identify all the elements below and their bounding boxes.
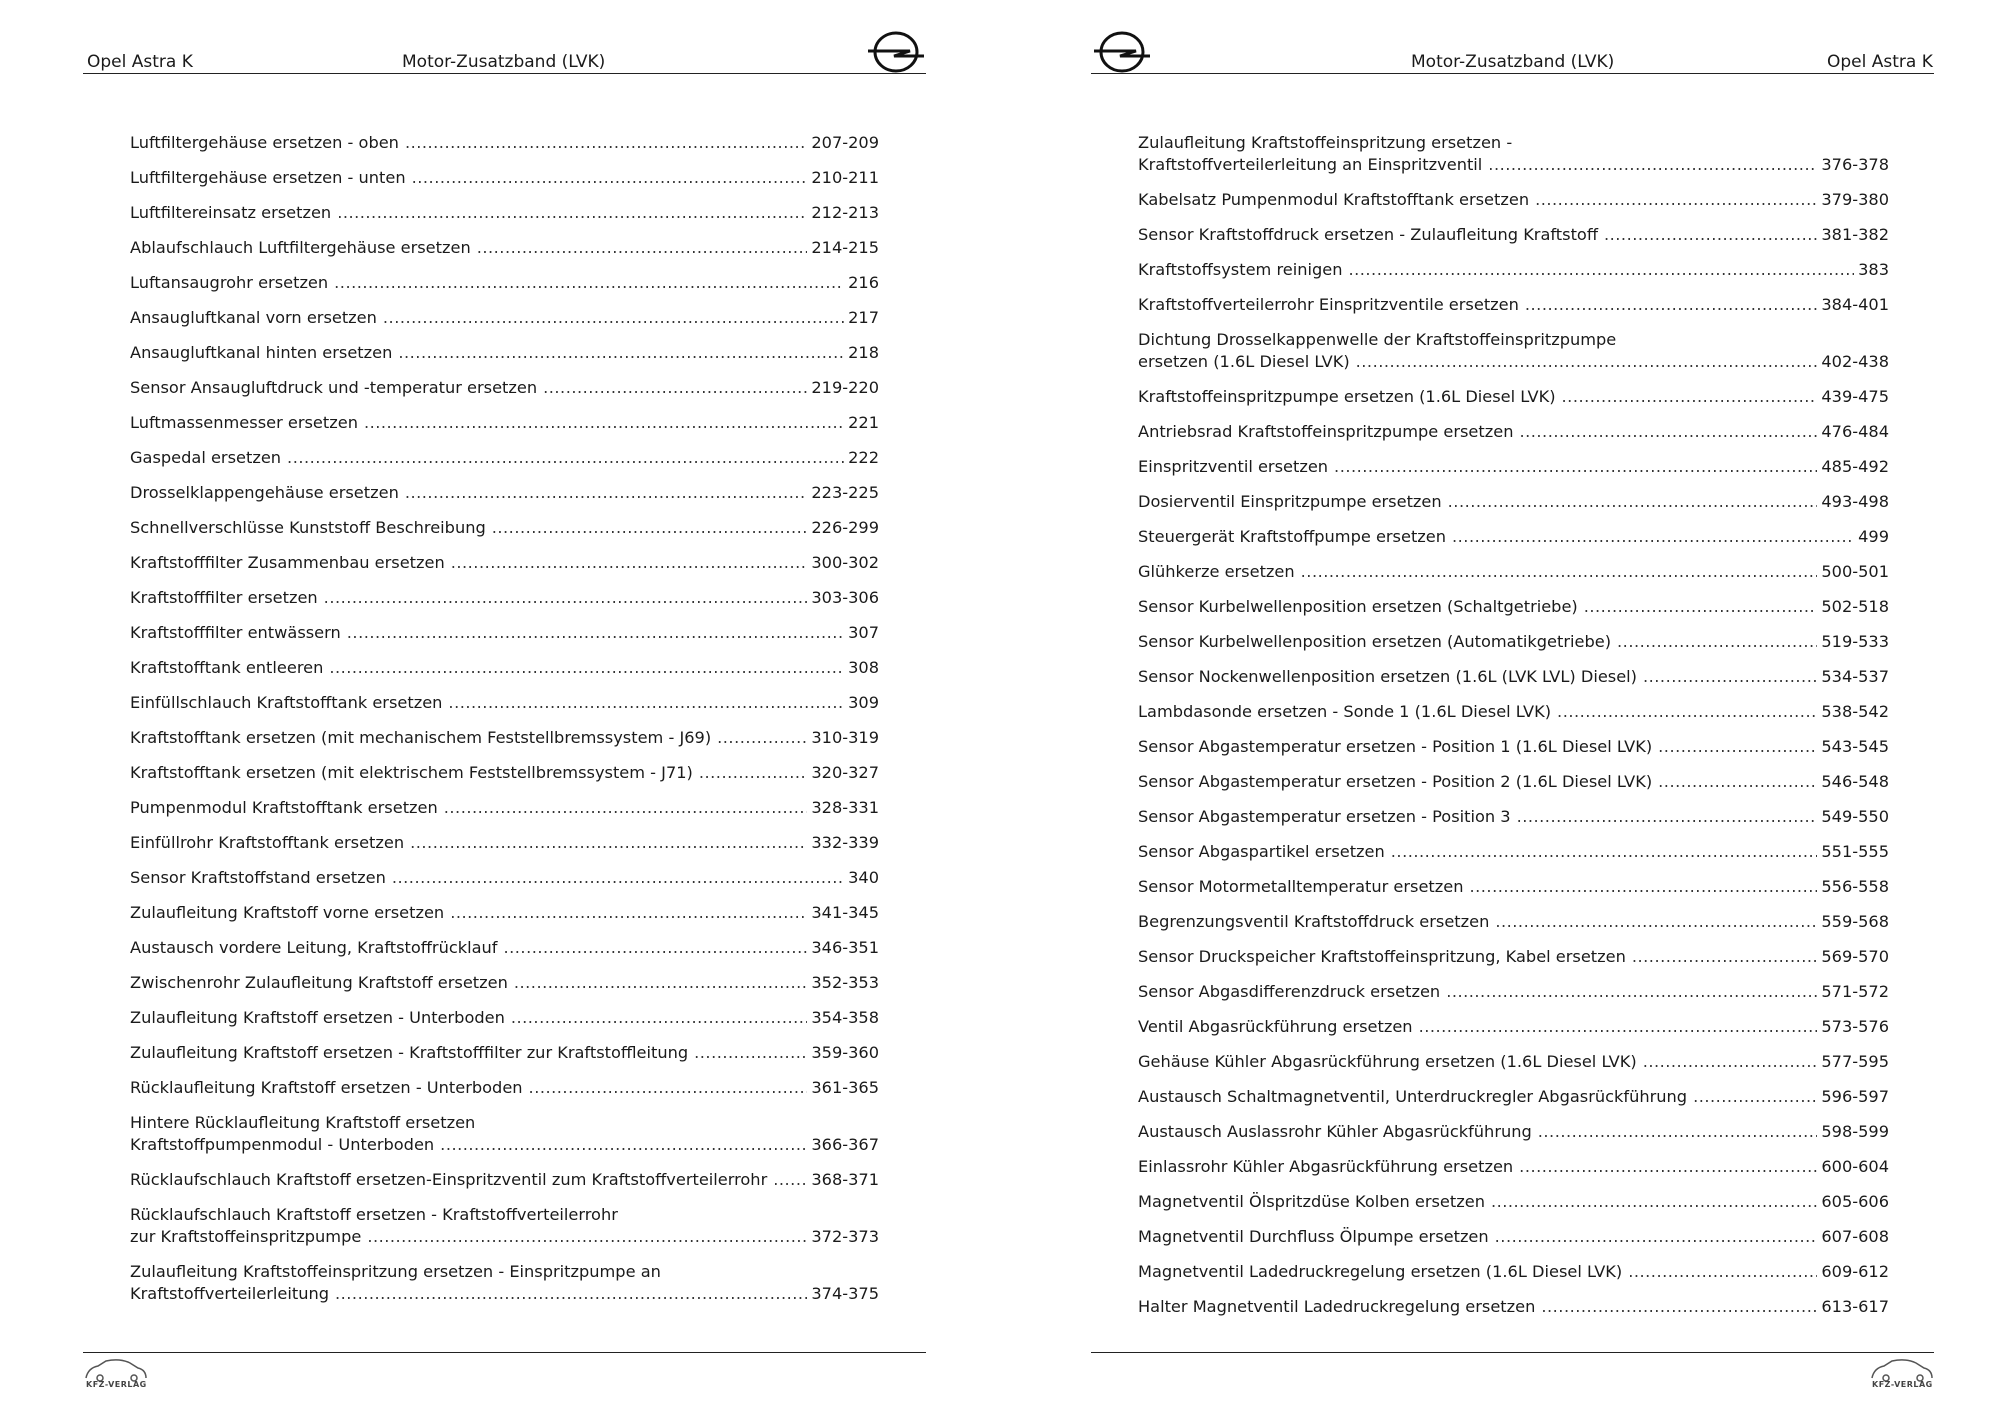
toc-leader-dots xyxy=(444,797,808,819)
toc-entry xyxy=(1138,259,1889,281)
toc-entry xyxy=(1138,224,1889,246)
toc-leader-dots xyxy=(1584,596,1818,618)
toc-leader-dots xyxy=(1356,351,1818,373)
toc-leader-dots xyxy=(717,727,807,749)
toc-page-number: 476-484 xyxy=(1821,422,1889,441)
toc-page-number: 359-360 xyxy=(811,1043,879,1062)
toc-entry xyxy=(130,412,879,434)
toc-entry-title: zur Kraftstoffeinspritzpumpe xyxy=(130,1227,362,1246)
toc-leader-dots xyxy=(347,622,844,644)
toc-leader-dots xyxy=(1517,806,1818,828)
toc-entry xyxy=(130,1204,879,1248)
toc-leader-dots xyxy=(1525,294,1817,316)
toc-leader-dots xyxy=(405,482,808,504)
toc-entry-title: Luftfiltereinsatz ersetzen xyxy=(130,203,332,222)
toc-leader-dots xyxy=(1519,1156,1817,1178)
toc-entry xyxy=(130,377,879,399)
footer-logo-text: KFZ-VERLAG xyxy=(86,1380,147,1389)
toc-page-number: 217 xyxy=(848,308,879,327)
toc-entry-title: Einfüllschlauch Kraftstofftank ersetzen xyxy=(130,693,443,712)
toc-entry xyxy=(130,167,879,189)
toc-entry xyxy=(130,1077,879,1099)
toc-entry xyxy=(1138,876,1889,898)
toc-page-number: 340 xyxy=(848,868,879,887)
toc-page-number: 341-345 xyxy=(811,903,879,922)
toc-entry-title: Kraftstofffilter entwässern xyxy=(130,623,341,642)
toc-leader-dots xyxy=(1348,259,1854,281)
toc-page-number: 216 xyxy=(848,273,879,292)
toc-page-number: 534-537 xyxy=(1821,667,1889,686)
toc-entry-title: Gaspedal ersetzen xyxy=(130,448,282,467)
toc-leader-dots xyxy=(514,972,807,994)
toc-leader-dots xyxy=(392,867,844,889)
toc-entry-title: Kraftstoffeinspritzpumpe ersetzen (1.6L Diesel LVK) xyxy=(1138,387,1556,406)
toc-entry-title: Begrenzungsventil Kraftstoffdruck ersetzen xyxy=(1138,912,1490,931)
toc-entry xyxy=(1138,132,1889,176)
toc-page-number: 571-572 xyxy=(1821,982,1889,1001)
toc-entry-title: Magnetventil Ladedruckregelung ersetzen (1.6L Diesel LVK) xyxy=(1138,1262,1623,1281)
toc-entry-title: Zwischenrohr Zulaufleitung Kraftstoff ersetzen xyxy=(130,973,508,992)
toc-leader-dots xyxy=(337,202,807,224)
toc-entry xyxy=(1138,911,1889,933)
toc-entry xyxy=(130,937,879,959)
toc-leader-dots xyxy=(492,517,808,539)
toc-leader-dots xyxy=(1419,1016,1818,1038)
toc-entry-title: Kabelsatz Pumpenmodul Kraftstofftank ersetzen xyxy=(1138,190,1530,209)
header-subtitle-right: Motor-Zusatzband (LVK) xyxy=(1411,52,1615,72)
toc-page-number: 598-599 xyxy=(1821,1122,1889,1141)
toc-page-number: 402-438 xyxy=(1821,352,1889,371)
toc-leader-dots xyxy=(1632,946,1817,968)
toc-leader-dots xyxy=(699,762,808,784)
right-page xyxy=(1000,0,2000,1413)
toc-leader-dots xyxy=(1557,701,1817,723)
toc-leader-dots xyxy=(1301,561,1818,583)
toc-entry xyxy=(130,272,879,294)
toc-page-number: 549-550 xyxy=(1821,807,1889,826)
toc-entry xyxy=(130,342,879,364)
toc-entry-title: Pumpenmodul Kraftstofftank ersetzen xyxy=(130,798,438,817)
toc-entry xyxy=(130,482,879,504)
toc-page-number: 502-518 xyxy=(1821,597,1889,616)
toc-page-number: 559-568 xyxy=(1821,912,1889,931)
toc-entry xyxy=(130,657,879,679)
toc-entry xyxy=(130,202,879,224)
toc-entry-title: Einspritzventil ersetzen xyxy=(1138,457,1329,476)
toc-entry-title: Sensor Abgasdifferenzdruck ersetzen xyxy=(1138,982,1441,1001)
toc-entry-title: Antriebsrad Kraftstoffeinspritzpumpe ersetzen xyxy=(1138,422,1514,441)
toc-page-number: 212-213 xyxy=(811,203,879,222)
toc-entry-title: Sensor Kurbelwellenposition ersetzen (Automatikgetriebe) xyxy=(1138,632,1612,651)
toc-entry xyxy=(1138,526,1889,548)
toc-entry xyxy=(1138,329,1889,373)
toc-page-number: 573-576 xyxy=(1821,1017,1889,1036)
toc-entry-title: Austausch Auslassrohr Kühler Abgasrückführung xyxy=(1138,1122,1532,1141)
toc-entry-title: Kraftstofffilter Zusammenbau ersetzen xyxy=(130,553,445,572)
toc-entry-title: Sensor Druckspeicher Kraftstoffeinspritzung, Kabel ersetzen xyxy=(1138,947,1626,966)
toc-leader-dots xyxy=(448,692,844,714)
toc-entry-title: Sensor Abgaspartikel ersetzen xyxy=(1138,842,1385,861)
toc-entry-title: Glühkerze ersetzen xyxy=(1138,562,1295,581)
toc-entry-title: Austausch Schaltmagnetventil, Unterdruckregler Abgasrückführung xyxy=(1138,1087,1688,1106)
toc-entry-title: Sensor Ansaugluftdruck und -temperatur ersetzen xyxy=(130,378,538,397)
toc-page-number: 210-211 xyxy=(811,168,879,187)
toc-leader-dots xyxy=(477,237,808,259)
toc-page-number: 221 xyxy=(848,413,879,432)
toc-leader-dots xyxy=(1495,1226,1818,1248)
toc-page-number: 310-319 xyxy=(811,728,879,747)
toc-entry-title: Austausch vordere Leitung, Kraftstoffrücklauf xyxy=(130,938,498,957)
toc-page-number: 519-533 xyxy=(1821,632,1889,651)
toc-entry xyxy=(130,762,879,784)
kfz-verlag-logo-icon xyxy=(80,1356,152,1396)
toc-entry-title: Kraftstofftank ersetzen (mit elektrischem Feststellbremssystem - J71) xyxy=(130,763,693,782)
toc-entry-title: Luftmassenmesser ersetzen xyxy=(130,413,358,432)
toc-leader-dots xyxy=(1538,1121,1818,1143)
toc-leader-dots xyxy=(1535,189,1817,211)
toc-entry xyxy=(1138,631,1889,653)
toc-entry-title: Drosselklappengehäuse ersetzen xyxy=(130,483,399,502)
toc-leader-dots xyxy=(287,447,844,469)
toc-leader-dots xyxy=(1617,631,1817,653)
toc-entry-title: Ventil Abgasrückführung ersetzen xyxy=(1138,1017,1413,1036)
toc-entry xyxy=(1138,771,1889,793)
toc-page-number: 308 xyxy=(848,658,879,677)
toc-entry xyxy=(1138,666,1889,688)
toc-page-number: 303-306 xyxy=(811,588,879,607)
toc-page-number: 596-597 xyxy=(1821,1087,1889,1106)
toc-entry-title: Kraftstofftank entleeren xyxy=(130,658,324,677)
footer-rule xyxy=(83,1352,926,1353)
toc-entry-title: Rücklaufschlauch Kraftstoff ersetzen - Kraftstoffverteilerrohr xyxy=(130,1205,618,1224)
toc-page-number: 332-339 xyxy=(811,833,879,852)
opel-logo-icon xyxy=(866,30,926,74)
toc-page-number: 499 xyxy=(1858,527,1889,546)
toc-page-number: 214-215 xyxy=(811,238,879,257)
toc-leader-dots xyxy=(1452,526,1854,548)
toc-entry-title: Sensor Abgastemperatur ersetzen - Position 1 (1.6L Diesel LVK) xyxy=(1138,737,1653,756)
toc-page-number: 328-331 xyxy=(811,798,879,817)
toc-leader-dots xyxy=(450,902,807,924)
toc-entry xyxy=(130,1042,879,1064)
toc-entry xyxy=(1138,1016,1889,1038)
toc-page-number: 543-545 xyxy=(1821,737,1889,756)
toc-page-number: 223-225 xyxy=(811,483,879,502)
toc-entry xyxy=(130,517,879,539)
toc-leader-dots xyxy=(329,657,844,679)
toc-page-number: 376-378 xyxy=(1821,155,1889,174)
toc-entry xyxy=(1138,1051,1889,1073)
toc-leader-dots xyxy=(1469,876,1817,898)
toc-page-number: 493-498 xyxy=(1821,492,1889,511)
toc-leader-dots xyxy=(1541,1296,1817,1318)
toc-leader-dots xyxy=(694,1042,807,1064)
toc-page-number: 309 xyxy=(848,693,879,712)
toc-entry xyxy=(130,1007,879,1029)
toc-leader-dots xyxy=(773,1169,807,1191)
toc-entry xyxy=(1138,736,1889,758)
kfz-verlag-logo-icon xyxy=(1866,1356,1938,1396)
toc-leader-dots xyxy=(410,832,807,854)
toc-leader-dots xyxy=(1391,841,1818,863)
toc-leader-dots xyxy=(1495,911,1817,933)
toc-entry xyxy=(1138,1191,1889,1213)
toc-entry-title: Kraftstoffverteilerrohr Einspritzventile ersetzen xyxy=(1138,295,1519,314)
footer-rule xyxy=(1091,1352,1934,1353)
toc-entry xyxy=(1138,294,1889,316)
toc-entry-title: Sensor Motormetalltemperatur ersetzen xyxy=(1138,877,1464,896)
toc-entry-title: Magnetventil Ölspritzdüse Kolben ersetzen xyxy=(1138,1192,1485,1211)
toc-page-number: 219-220 xyxy=(811,378,879,397)
toc-entry xyxy=(1138,189,1889,211)
toc-entry xyxy=(1138,946,1889,968)
toc-page-number: 222 xyxy=(848,448,879,467)
toc-leader-dots xyxy=(412,167,808,189)
toc-entry xyxy=(1138,561,1889,583)
toc-entry xyxy=(130,972,879,994)
toc-entry-title: ersetzen (1.6L Diesel LVK) xyxy=(1138,352,1350,371)
toc-leader-dots xyxy=(1446,981,1817,1003)
footer-logo-text: KFZ-VERLAG xyxy=(1872,1380,1933,1389)
toc-entry-title: Kraftstofftank ersetzen (mit mechanischem Feststellbremssystem - J69) xyxy=(130,728,712,747)
opel-logo-icon xyxy=(1092,30,1152,74)
toc-leader-dots xyxy=(511,1007,808,1029)
toc-leader-dots xyxy=(1488,154,1817,176)
toc-entry xyxy=(130,552,879,574)
toc-page-number: 368-371 xyxy=(811,1170,879,1189)
toc-page-number: 374-375 xyxy=(811,1284,879,1303)
toc-page-number: 207-209 xyxy=(811,133,879,152)
toc-page-number: 354-358 xyxy=(811,1008,879,1027)
toc-leader-dots xyxy=(1658,736,1817,758)
toc-entry xyxy=(1138,1296,1889,1318)
toc-entry-title: Rücklaufschlauch Kraftstoff ersetzen-Einspritzventil zum Kraftstoffverteilerrohr xyxy=(130,1170,768,1189)
toc-entry-title: Ansaugluftkanal hinten ersetzen xyxy=(130,343,393,362)
header-title-left: Opel Astra K xyxy=(87,52,193,72)
toc-leader-dots xyxy=(1643,666,1817,688)
toc-entry-title: Steuergerät Kraftstoffpumpe ersetzen xyxy=(1138,527,1447,546)
toc-page-number: 607-608 xyxy=(1821,1227,1889,1246)
toc-page-number: 613-617 xyxy=(1821,1297,1889,1316)
toc-page-number: 361-365 xyxy=(811,1078,879,1097)
toc-entry-title: Sensor Abgastemperatur ersetzen - Position 2 (1.6L Diesel LVK) xyxy=(1138,772,1653,791)
toc-entry xyxy=(1138,386,1889,408)
toc-entry xyxy=(130,692,879,714)
toc-entry xyxy=(1138,841,1889,863)
toc-entry-title: Zulaufleitung Kraftstoff ersetzen - Kraftstofffilter zur Kraftstoffleitung xyxy=(130,1043,689,1062)
toc-page-number: 439-475 xyxy=(1821,387,1889,406)
header-subtitle-left: Motor-Zusatzband (LVK) xyxy=(402,52,606,72)
toc-leader-dots xyxy=(405,132,807,154)
toc-entry-title: Halter Magnetventil Ladedruckregelung ersetzen xyxy=(1138,1297,1536,1316)
toc-leader-dots xyxy=(383,307,844,329)
toc-entry-title: Ablaufschlauch Luftfiltergehäuse ersetzen xyxy=(130,238,471,257)
toc-entry-title: Einlassrohr Kühler Abgasrückführung ersetzen xyxy=(1138,1157,1514,1176)
header-title-right: Opel Astra K xyxy=(1827,52,1933,72)
toc-page-number: 383 xyxy=(1858,260,1889,279)
toc-entry xyxy=(1138,1261,1889,1283)
toc-leader-dots xyxy=(324,587,808,609)
header-rule xyxy=(83,73,926,74)
toc-entry-title: Zulaufleitung Kraftstoff vorne ersetzen xyxy=(130,903,445,922)
toc-entry xyxy=(130,447,879,469)
toc-page-number: 569-570 xyxy=(1821,947,1889,966)
toc-leader-dots xyxy=(1628,1261,1817,1283)
header-rule xyxy=(1091,73,1934,74)
toc-page-number: 500-501 xyxy=(1821,562,1889,581)
toc-page-number: 546-548 xyxy=(1821,772,1889,791)
toc-page-number: 538-542 xyxy=(1821,702,1889,721)
toc-page-number: 307 xyxy=(848,623,879,642)
toc-entry xyxy=(130,1112,879,1156)
toc-entry xyxy=(130,587,879,609)
toc-page-number: 218 xyxy=(848,343,879,362)
toc-entry-title: Sensor Kraftstoffdruck ersetzen - Zulaufleitung Kraftstoff xyxy=(1138,225,1598,244)
toc-entry-title: Kraftstofffilter ersetzen xyxy=(130,588,318,607)
toc-leader-dots xyxy=(398,342,844,364)
toc-entry xyxy=(130,132,879,154)
toc-page-number: 556-558 xyxy=(1821,877,1889,896)
toc-entry-title: Kraftstoffverteilerleitung xyxy=(130,1284,329,1303)
toc-entry xyxy=(1138,491,1889,513)
toc-entry-title: Einfüllrohr Kraftstofftank ersetzen xyxy=(130,833,405,852)
toc-entry xyxy=(130,797,879,819)
toc-leader-dots xyxy=(1448,491,1818,513)
toc-entry-title: Lambdasonde ersetzen - Sonde 1 (1.6L Diesel LVK) xyxy=(1138,702,1552,721)
toc-entry-title: Zulaufleitung Kraftstoff ersetzen - Unterboden xyxy=(130,1008,505,1027)
toc-entry xyxy=(130,727,879,749)
toc-leader-dots xyxy=(334,272,844,294)
toc-entry xyxy=(130,307,879,329)
toc-entry-title: Sensor Abgastemperatur ersetzen - Position 3 xyxy=(1138,807,1511,826)
toc-entry-title: Sensor Nockenwellenposition ersetzen (1.6L (LVK LVL) Diesel) xyxy=(1138,667,1637,686)
toc-page-number: 485-492 xyxy=(1821,457,1889,476)
toc-entry xyxy=(1138,806,1889,828)
toc-page-number: 551-555 xyxy=(1821,842,1889,861)
toc-leader-dots xyxy=(451,552,808,574)
toc-entry xyxy=(1138,1086,1889,1108)
toc-entry-title: Zulaufleitung Kraftstoffeinspritzung ersetzen - Einspritzpumpe an xyxy=(130,1262,661,1281)
toc-page-number: 577-595 xyxy=(1821,1052,1889,1071)
toc-entry xyxy=(130,622,879,644)
toc-leader-dots xyxy=(543,377,807,399)
toc-entry xyxy=(1138,596,1889,618)
toc-page-number: 366-367 xyxy=(811,1135,879,1154)
toc-entry-title: Luftfiltergehäuse ersetzen - unten xyxy=(130,168,406,187)
toc-entry xyxy=(1138,981,1889,1003)
toc-page-number: 300-302 xyxy=(811,553,879,572)
toc-entry-title: Dosierventil Einspritzpumpe ersetzen xyxy=(1138,492,1442,511)
toc-leader-dots xyxy=(364,412,844,434)
toc-leader-dots xyxy=(1491,1191,1817,1213)
toc-page-number: 372-373 xyxy=(811,1227,879,1246)
toc-leader-dots xyxy=(367,1226,807,1248)
toc-entry xyxy=(1138,421,1889,443)
toc-entry xyxy=(130,237,879,259)
toc-page-number: 226-299 xyxy=(811,518,879,537)
toc-leader-dots xyxy=(1658,771,1817,793)
toc-page-number: 320-327 xyxy=(811,763,879,782)
toc-leader-dots xyxy=(529,1077,808,1099)
toc-entry-title: Kraftstoffpumpenmodul - Unterboden xyxy=(130,1135,435,1154)
toc-leader-dots xyxy=(1693,1086,1817,1108)
toc-entry-title: Gehäuse Kühler Abgasrückführung ersetzen (1.6L Diesel LVK) xyxy=(1138,1052,1637,1071)
toc-entry-title: Schnellverschlüsse Kunststoff Beschreibung xyxy=(130,518,486,537)
toc-entry xyxy=(1138,1226,1889,1248)
toc-entry-title: Magnetventil Durchfluss Ölpumpe ersetzen xyxy=(1138,1227,1489,1246)
toc-leader-dots xyxy=(1519,421,1817,443)
toc-entry xyxy=(1138,456,1889,478)
toc-entry xyxy=(130,867,879,889)
toc-leader-dots xyxy=(504,937,808,959)
toc-page-number: 605-606 xyxy=(1821,1192,1889,1211)
toc-page-number: 381-382 xyxy=(1821,225,1889,244)
toc-entry-title: Ansaugluftkanal vorn ersetzen xyxy=(130,308,377,327)
toc-entry-title: Sensor Kraftstoffstand ersetzen xyxy=(130,868,386,887)
toc-page-number: 609-612 xyxy=(1821,1262,1889,1281)
toc-page-number: 384-401 xyxy=(1821,295,1889,314)
toc-entry-title: Kraftstoffverteilerleitung an Einspritzventil xyxy=(1138,155,1483,174)
toc-entry-title: Rücklaufleitung Kraftstoff ersetzen - Unterboden xyxy=(130,1078,523,1097)
toc-entry-title: Hintere Rücklaufleitung Kraftstoff ersetzen xyxy=(130,1113,476,1132)
toc-entry-title: Zulaufleitung Kraftstoffeinspritzung ersetzen - xyxy=(1138,133,1513,152)
toc-entry-title: Sensor Kurbelwellenposition ersetzen (Schaltgetriebe) xyxy=(1138,597,1578,616)
toc-entry xyxy=(1138,701,1889,723)
toc-page-number: 600-604 xyxy=(1821,1157,1889,1176)
toc-entry-title: Kraftstoffsystem reinigen xyxy=(1138,260,1343,279)
toc-entry xyxy=(130,1169,879,1191)
toc-page-number: 352-353 xyxy=(811,973,879,992)
toc-leader-dots xyxy=(1562,386,1818,408)
toc-leader-dots xyxy=(1334,456,1817,478)
toc-leader-dots xyxy=(1643,1051,1818,1073)
toc-leader-dots xyxy=(335,1283,807,1305)
toc-page-number: 379-380 xyxy=(1821,190,1889,209)
toc-entry-title: Luftfiltergehäuse ersetzen - oben xyxy=(130,133,399,152)
toc-entry-title: Luftansaugrohr ersetzen xyxy=(130,273,329,292)
toc-leader-dots xyxy=(440,1134,807,1156)
toc-entry-title: Dichtung Drosselkappenwelle der Kraftstoffeinspritzpumpe xyxy=(1138,330,1617,349)
toc-entry xyxy=(130,1261,879,1305)
toc-leader-dots xyxy=(1604,224,1817,246)
toc-entry xyxy=(1138,1121,1889,1143)
toc-page-number: 346-351 xyxy=(811,938,879,957)
toc-entry xyxy=(130,902,879,924)
toc-entry xyxy=(130,832,879,854)
toc-entry xyxy=(1138,1156,1889,1178)
